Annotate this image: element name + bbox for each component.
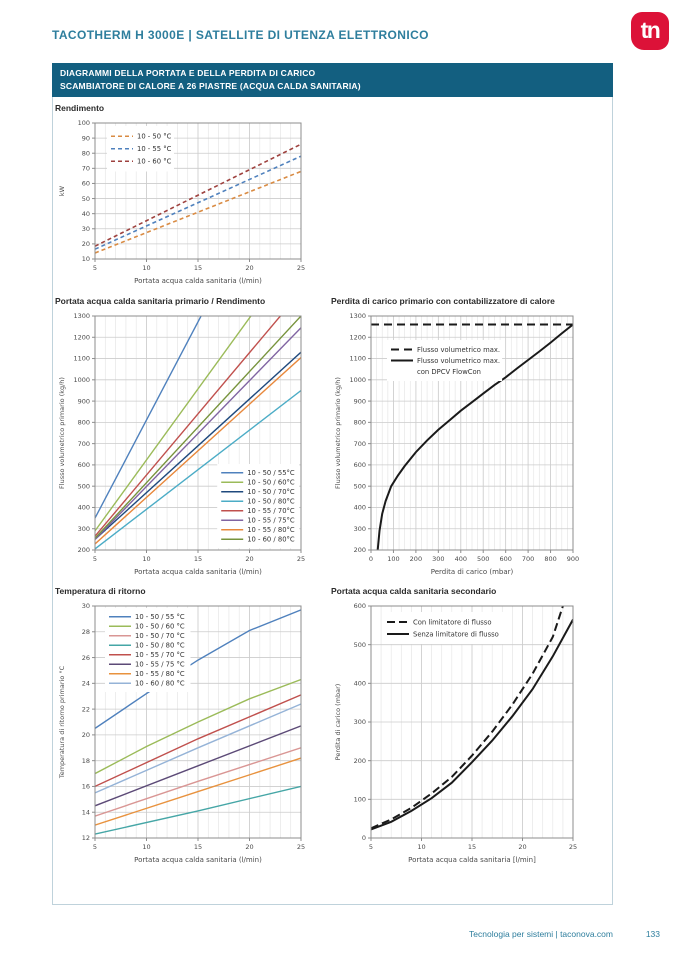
svg-text:16: 16 — [81, 782, 90, 791]
svg-text:20: 20 — [81, 731, 90, 740]
svg-text:300: 300 — [353, 524, 366, 533]
svg-text:5: 5 — [368, 843, 374, 851]
chart-temperatura-ritorno — [55, 586, 311, 868]
chart-perdita-primario — [331, 296, 583, 580]
svg-text:15: 15 — [193, 843, 203, 851]
chart-perdita-primario-plot — [331, 310, 583, 580]
svg-text:Flusso volumetrico primario (k: Flusso volumetrico primario (kg/h) — [334, 377, 342, 489]
svg-text:12: 12 — [81, 834, 90, 843]
svg-text:Portata acqua calda sanitaria: Portata acqua calda sanitaria (l/min) — [134, 568, 262, 576]
svg-text:200: 200 — [77, 546, 90, 555]
svg-text:200: 200 — [353, 546, 366, 555]
svg-text:300: 300 — [77, 524, 90, 533]
svg-text:10 - 55 / 70°C: 10 - 55 / 70°C — [247, 507, 295, 516]
svg-text:600: 600 — [353, 602, 366, 611]
svg-text:1300: 1300 — [349, 312, 366, 321]
svg-text:200: 200 — [353, 756, 366, 765]
svg-text:400: 400 — [353, 679, 366, 688]
svg-text:700: 700 — [353, 439, 366, 448]
svg-text:15: 15 — [467, 843, 477, 851]
svg-text:10 - 50 / 80 °C: 10 - 50 / 80 °C — [135, 641, 185, 650]
svg-text:Flusso volumetrico primario (k: Flusso volumetrico primario (kg/h) — [58, 377, 66, 489]
svg-text:900: 900 — [77, 397, 90, 406]
svg-text:Portata acqua calda sanitaria: Portata acqua calda sanitaria (l/min) — [134, 277, 262, 285]
svg-text:10: 10 — [142, 264, 151, 272]
svg-text:1000: 1000 — [349, 376, 366, 385]
chart-title: Rendimento — [55, 103, 105, 113]
chart-rendimento-plot — [55, 117, 311, 289]
chart-title: Portata acqua calda sanitaria secondario — [331, 586, 497, 596]
svg-text:28: 28 — [81, 627, 90, 636]
svg-text:500: 500 — [477, 555, 490, 563]
svg-text:5: 5 — [92, 555, 98, 563]
svg-text:10 - 50 / 60 °C: 10 - 50 / 60 °C — [135, 622, 185, 631]
svg-text:200: 200 — [409, 555, 423, 563]
section-banner — [52, 63, 613, 97]
svg-text:400: 400 — [77, 503, 90, 512]
svg-text:Portata acqua calda sanitaria: Portata acqua calda sanitaria (l/min) — [134, 856, 262, 864]
svg-text:700: 700 — [521, 555, 535, 563]
svg-text:Perdita di carico (mbar): Perdita di carico (mbar) — [430, 568, 514, 576]
svg-text:10 - 55 °C: 10 - 55 °C — [137, 145, 172, 154]
svg-text:Con limitatore di flusso: Con limitatore di flusso — [413, 618, 492, 627]
svg-text:900: 900 — [566, 555, 580, 563]
svg-text:0: 0 — [368, 555, 374, 563]
svg-text:300: 300 — [353, 718, 366, 727]
svg-text:10 - 55 / 75 °C: 10 - 55 / 75 °C — [135, 660, 185, 669]
chart-portata-secondario-plot — [331, 600, 583, 868]
svg-text:25: 25 — [296, 843, 306, 851]
svg-text:5: 5 — [92, 264, 98, 272]
svg-text:10 - 50 / 55 °C: 10 - 50 / 55 °C — [135, 613, 185, 622]
svg-text:5: 5 — [92, 843, 98, 851]
svg-text:Perdita di carico (mbar): Perdita di carico (mbar) — [334, 683, 342, 761]
svg-text:Senza limitatore di flusso: Senza limitatore di flusso — [413, 630, 499, 639]
svg-text:10 - 50 / 80°C: 10 - 50 / 80°C — [247, 497, 295, 506]
svg-text:700: 700 — [77, 439, 90, 448]
svg-text:15: 15 — [193, 264, 203, 272]
svg-text:Temperatura di ritorno primari: Temperatura di ritorno primario °C — [58, 665, 66, 779]
svg-text:600: 600 — [499, 555, 512, 563]
svg-text:1000: 1000 — [73, 376, 90, 385]
chart-rendimento — [55, 103, 311, 289]
svg-text:60: 60 — [81, 179, 90, 188]
svg-text:400: 400 — [454, 555, 467, 563]
svg-text:10 - 60 / 80°C: 10 - 60 / 80°C — [247, 535, 295, 544]
svg-text:1100: 1100 — [73, 354, 90, 363]
svg-text:25: 25 — [296, 264, 306, 272]
svg-text:26: 26 — [81, 653, 90, 662]
svg-text:100: 100 — [77, 119, 90, 128]
svg-text:25: 25 — [296, 555, 306, 563]
svg-text:1200: 1200 — [73, 333, 90, 342]
svg-text:10: 10 — [417, 843, 426, 851]
svg-text:10: 10 — [142, 843, 151, 851]
svg-text:Flusso volumetrico max.: Flusso volumetrico max. — [417, 356, 501, 365]
svg-text:10 - 60 °C: 10 - 60 °C — [137, 157, 172, 166]
svg-text:10 - 60 / 80 °C: 10 - 60 / 80 °C — [135, 679, 185, 688]
svg-text:500: 500 — [77, 482, 90, 491]
svg-text:80: 80 — [81, 149, 90, 158]
svg-text:10 - 55 / 70 °C: 10 - 55 / 70 °C — [135, 651, 185, 660]
svg-text:Flusso volumetrico max.: Flusso volumetrico max. — [417, 345, 501, 354]
svg-text:14: 14 — [81, 808, 90, 817]
svg-text:20: 20 — [518, 843, 527, 851]
svg-text:300: 300 — [432, 555, 445, 563]
svg-text:1200: 1200 — [349, 333, 366, 342]
svg-text:1100: 1100 — [349, 354, 366, 363]
svg-text:10 - 55 / 80°C: 10 - 55 / 80°C — [247, 526, 295, 535]
svg-text:10 - 50 / 55°C: 10 - 50 / 55°C — [247, 469, 295, 478]
svg-text:10: 10 — [81, 255, 90, 264]
svg-text:10 - 55 / 80 °C: 10 - 55 / 80 °C — [135, 670, 185, 679]
svg-text:15: 15 — [193, 555, 203, 563]
svg-text:22: 22 — [81, 705, 90, 714]
svg-text:800: 800 — [353, 418, 366, 427]
svg-text:800: 800 — [544, 555, 557, 563]
svg-text:con DPCV FlowCon: con DPCV FlowCon — [417, 367, 481, 376]
taconova-logo — [631, 12, 669, 50]
svg-text:50: 50 — [81, 194, 90, 203]
chart-portata-primario-plot — [55, 310, 311, 580]
svg-text:10 - 55 / 75°C: 10 - 55 / 75°C — [247, 516, 295, 525]
svg-text:100: 100 — [387, 555, 400, 563]
svg-text:10 - 50 °C: 10 - 50 °C — [137, 132, 172, 141]
svg-text:10 - 50 / 70°C: 10 - 50 / 70°C — [247, 488, 295, 497]
chart-portata-primario — [55, 296, 311, 580]
svg-text:30: 30 — [81, 224, 90, 233]
svg-text:10 - 50 / 70 °C: 10 - 50 / 70 °C — [135, 632, 185, 641]
svg-text:40: 40 — [81, 209, 90, 218]
svg-text:70: 70 — [81, 164, 90, 173]
svg-text:10 - 50 / 60°C: 10 - 50 / 60°C — [247, 478, 295, 487]
svg-text:18: 18 — [81, 756, 90, 765]
logo-text: tn — [640, 16, 660, 43]
svg-text:600: 600 — [77, 461, 90, 470]
svg-text:30: 30 — [81, 602, 90, 611]
banner-line2: SCAMBIATORE DI CALORE A 26 PIASTRE (ACQUA CALDA SANITARIA) — [60, 81, 361, 91]
svg-text:20: 20 — [245, 264, 254, 272]
svg-text:20: 20 — [81, 240, 90, 249]
chart-portata-secondario — [331, 586, 583, 868]
page-number: 133 — [645, 929, 660, 939]
svg-text:800: 800 — [77, 418, 90, 427]
svg-text:0: 0 — [361, 834, 366, 843]
chart-title: Portata acqua calda sanitaria primario / Rendimento — [55, 296, 266, 306]
svg-text:100: 100 — [353, 795, 366, 804]
svg-text:Portata acqua calda sanitaria: Portata acqua calda sanitaria [l/min] — [408, 856, 536, 864]
chart-temperatura-ritorno-plot — [55, 600, 311, 868]
page-title: TACOTHERM H 3000E | SATELLITE DI UTENZA ELETTRONICO — [52, 28, 429, 42]
svg-text:900: 900 — [353, 397, 366, 406]
svg-text:20: 20 — [245, 843, 254, 851]
banner-line1: DIAGRAMMI DELLA PORTATA E DELLA PERDITA DI CARICO — [60, 68, 316, 78]
svg-text:400: 400 — [353, 503, 366, 512]
svg-text:24: 24 — [81, 679, 90, 688]
chart-title: Perdita di carico primario con contabilizzatore di calore — [331, 296, 555, 306]
svg-text:90: 90 — [81, 134, 90, 143]
svg-text:500: 500 — [353, 482, 366, 491]
svg-text:20: 20 — [245, 555, 254, 563]
svg-text:1300: 1300 — [73, 312, 90, 321]
svg-text:kW: kW — [58, 185, 66, 197]
svg-text:600: 600 — [353, 461, 366, 470]
chart-title: Temperatura di ritorno — [55, 586, 146, 596]
svg-text:500: 500 — [353, 640, 366, 649]
svg-text:25: 25 — [568, 843, 578, 851]
footer-tagline: Tecnologia per sistemi | taconova.com — [469, 929, 613, 939]
svg-text:10: 10 — [142, 555, 151, 563]
